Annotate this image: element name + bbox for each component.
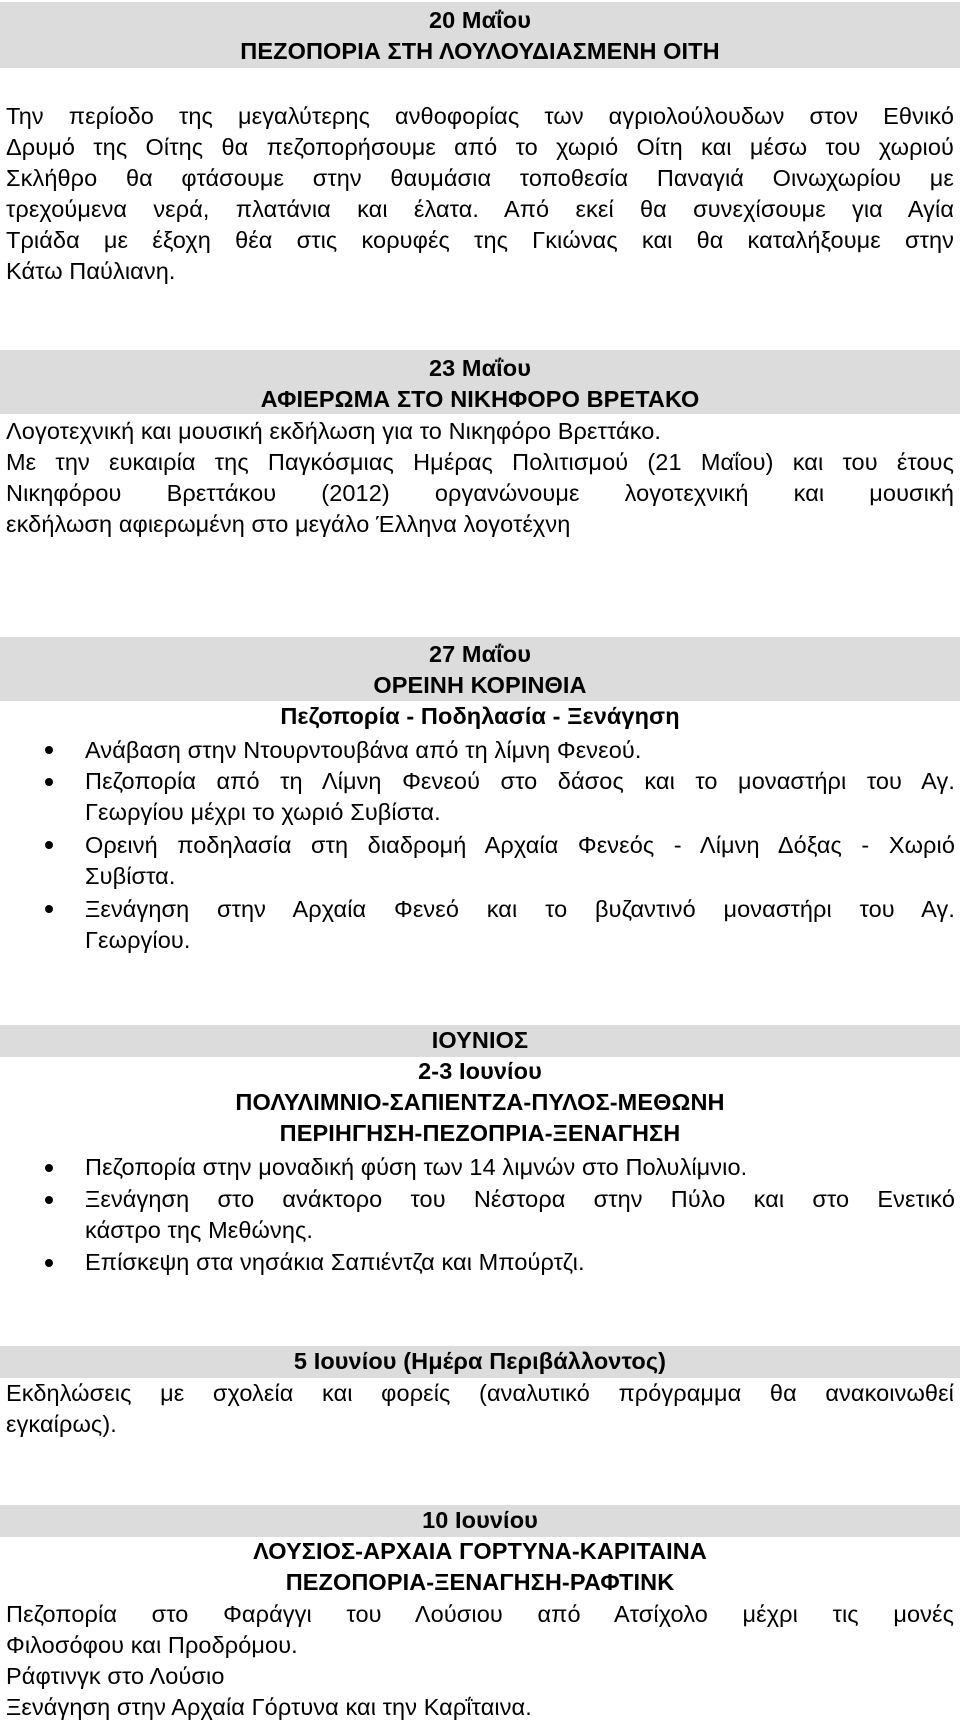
paragraph-line: Κάτω Παύλιανη. (6, 258, 176, 284)
paragraph-line: Νικηφόρου Βρεττάκου (2012) οργανώνουμε λογοτεχνική και μουσική (6, 480, 954, 506)
list-item-continuation: Συβίστα. (85, 863, 176, 889)
event-subtitle: Πεζοπορία - Ποδηλασία - Ξενάγηση (280, 703, 680, 729)
paragraph-line: Την περίοδο της μεγαλύτερης ανθοφορίας των αγριολούλουδων στον Εθνικό (6, 103, 954, 129)
list-item-continuation: κάστρο της Μεθώνης. (85, 1217, 314, 1243)
paragraph-line: εγκαίρως). (6, 1411, 117, 1437)
event-title: ΛΟΥΣΙΟΣ-ΑΡΧΑΙΑ ΓΟΡΤΥΝΑ-ΚΑΡΙΤΑΙΝΑ (253, 1538, 707, 1564)
list-item: Ξενάγηση στο ανάκτορο του Νέστορα στην Πύλο και στο Ενετικό (85, 1186, 955, 1212)
paragraph-line: τρεχούμενα νερά, πλατάνια και έλατα. Από εκεί θα συνεχίσουμε για Αγία (6, 196, 954, 222)
event-title: ΟΡΕΙΝΗ ΚΟΡΙΝΘΙΑ (373, 672, 587, 698)
paragraph-line: Εκδηλώσεις με σχολεία και φορείς (αναλυτικό πρόγραμμα θα ανακοινωθεί (6, 1380, 954, 1406)
list-item: Πεζοπορία από τη Λίμνη Φενεού στο δάσος και το μοναστήρι του Αγ. (85, 768, 955, 794)
paragraph-line: Φιλοσόφου και Προδρόμου. (6, 1632, 298, 1658)
paragraph-line: Λογοτεχνική και μουσική εκδήλωση για το Νικηφόρο Βρεττάκο. (6, 418, 662, 444)
paragraph-line: Ξενάγηση στην Αρχαία Γόρτυνα και την Καρΐταινα. (6, 1694, 532, 1720)
month-heading: ΙΟΥΝΙΟΣ (431, 1027, 529, 1053)
bullet-icon (45, 905, 53, 913)
list-item: Ξενάγηση στην Αρχαία Φενεό και το βυζαντινό μοναστήρι του Αγ. (85, 896, 955, 922)
bullet-icon (45, 778, 53, 786)
list-item-continuation: Γεωργίου μέχρι το χωριό Συβίστα. (85, 799, 441, 825)
list-item: Πεζοπορία στην μοναδική φύση των 14 λιμνών στο Πολυλίμνιο. (85, 1154, 748, 1180)
paragraph-line: Σκλήθρο θα φτάσουμε στην θαυμάσια τοποθεσία Παναγιά Οινωχωρίου με (6, 165, 954, 191)
paragraph-line: Με την ευκαιρία της Παγκόσμιας Ημέρας Πολιτισμού (21 Μαΐου) και του έτους (6, 449, 954, 475)
event-title: ΠΟΛΥΛΙΜΝΙΟ-ΣΑΠΙΕΝΤΖΑ-ΠΥΛΟΣ-ΜΕΘΩΝΗ (235, 1089, 725, 1115)
event-subtitle: ΠΕΡΙΗΓΗΣΗ-ΠΕΖΟΠΡΙΑ-ΞΕΝΑΓΗΣΗ (279, 1120, 681, 1146)
list-item: Επίσκεψη στα νησάκια Σαπιέντζα και Μπούρτζι. (85, 1249, 585, 1275)
event-date: 2-3 Ιουνίου (418, 1058, 542, 1084)
event-subtitle: ΠΕΖΟΠΟΡΙΑ-ΞΕΝΑΓΗΣΗ-ΡΑΦΤΙΝΚ (285, 1569, 675, 1595)
event-title: ΑΦΙΕΡΩΜΑ ΣΤΟ ΝΙΚΗΦΟΡΟ ΒΡΕΤΑΚΟ (260, 386, 700, 412)
bullet-icon (45, 746, 53, 754)
event-title: 5 Ιουνίου (Ημέρα Περιβάλλοντος) (293, 1348, 667, 1374)
paragraph-line: εκδήλωση αφιερωμένη στο μεγάλο Έλληνα λογοτέχνη (6, 511, 571, 537)
paragraph-line: Ράφτινγκ στο Λούσιο (6, 1663, 225, 1689)
event-date: 23 Μαΐου (428, 355, 532, 381)
event-date: 10 Ιουνίου (422, 1507, 538, 1533)
event-date: 20 Μαΐου (428, 7, 532, 33)
list-item: Ανάβαση στην Ντουρντουβάνα από τη λίμνη Φενεού. (85, 737, 642, 763)
bullet-icon (45, 1164, 53, 1172)
list-item: Ορεινή ποδηλασία στη διαδρομή Αρχαία Φενεός - Λίμνη Δόξας - Χωριό (85, 832, 955, 858)
bullet-icon (45, 1259, 53, 1267)
paragraph-line: Πεζοπορία στο Φαράγγι του Λούσιου από Ατσίχολο μέχρι τις μονές (6, 1601, 954, 1627)
event-title: ΠΕΖΟΠΟΡΙΑ ΣΤΗ ΛΟΥΛΟΥΔΙΑΣΜΕΝΗ ΟΙΤΗ (240, 38, 720, 64)
list-item-continuation: Γεωργίου. (85, 927, 191, 953)
paragraph-line: Δρυμό της Οίτης θα πεζοπορήσουμε από το χωριό Οίτη και μέσω του χωριού (6, 134, 954, 160)
bullet-icon (45, 841, 53, 849)
event-date: 27 Μαΐου (428, 641, 532, 667)
paragraph-line: Τριάδα με έξοχη θέα στις κορυφές της Γκιώνας και θα καταλήξουμε στην (6, 227, 954, 253)
bullet-icon (45, 1196, 53, 1204)
